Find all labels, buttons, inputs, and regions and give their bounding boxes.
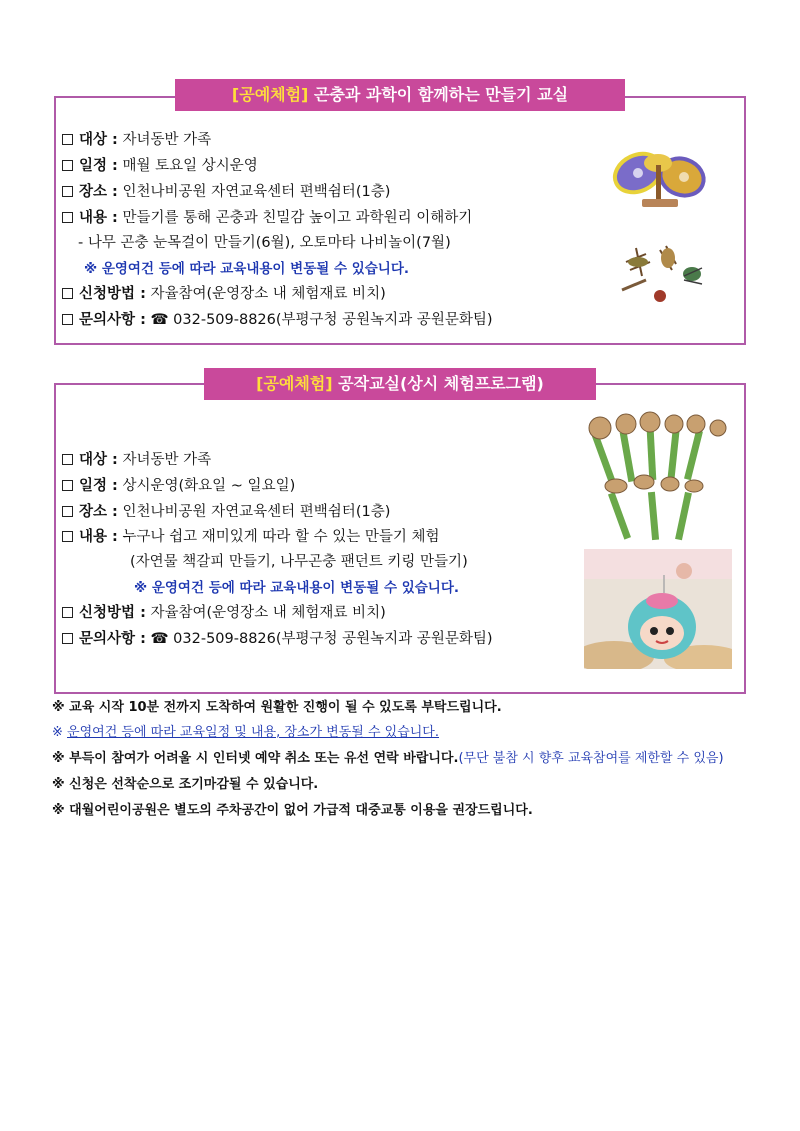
checkbox-icon: [62, 454, 73, 465]
checkbox-icon: [62, 212, 73, 223]
section2-title-text: 공작교실(상시 체험프로그램): [332, 374, 544, 393]
section1-content-detail: - 나무 곤충 눈목걸이 만들기(6월), 오토마타 나비놀이(7월): [78, 235, 451, 251]
section2-title: [204, 368, 596, 400]
target-value: 자녀동반 가족: [117, 452, 212, 468]
checkbox-icon: [62, 506, 73, 517]
note-cancel: [52, 750, 724, 768]
place-label: 장소 :: [79, 504, 118, 520]
section1-apply: [62, 285, 386, 303]
section2-contact: [62, 630, 493, 648]
section2-schedule: [62, 477, 295, 495]
keyring-mascot-image: [584, 549, 732, 669]
note-cancel-warning: (무단 불참 시 향후 교육참여를 제한할 수 있음): [458, 751, 724, 766]
schedule-label: 일정 :: [79, 158, 118, 174]
contact-label: 문의사항 :: [79, 631, 146, 647]
content-label: 내용 :: [79, 529, 118, 545]
target-label: 대상 :: [79, 132, 118, 148]
checkbox-icon: [62, 134, 73, 145]
section1-notice: ※ 운영여건 등에 따라 교육내용이 변동될 수 있습니다.: [84, 261, 410, 277]
target-value: 자녀동반 가족: [117, 132, 212, 148]
contact-value: ☎ 032-509-8826(부평구청 공원녹지과 공원문화팀): [145, 312, 493, 328]
checkbox-icon: [62, 633, 73, 644]
butterfly-craft-image: [608, 143, 708, 217]
apply-value: 자율참여(운영장소 내 체험재료 비치): [145, 286, 386, 302]
checkbox-icon: [62, 160, 73, 171]
section1-title: [175, 79, 625, 111]
bookmark-sticks-image: [586, 406, 732, 542]
place-value: 인천나비공원 자연교육센터 편백쉼터(1층): [117, 184, 391, 200]
schedule-value: 매월 토요일 상시운영: [117, 158, 258, 174]
apply-value: 자율참여(운영장소 내 체험재료 비치): [145, 605, 386, 621]
checkbox-icon: [62, 314, 73, 325]
section2-apply: [62, 604, 386, 622]
section2-content-detail: (자연물 책갈피 만들기, 나무곤충 팬던트 키링 만들기): [130, 554, 468, 570]
note-parking: ※ 대월어린이공원은 별도의 주차공간이 없어 가급적 대중교통 이용을 권장드립니다.: [52, 803, 533, 818]
wooden-insects-image: [616, 240, 706, 308]
note-first-come: ※ 신청은 선착순으로 조기마감될 수 있습니다.: [52, 777, 319, 792]
section2-place: [62, 503, 390, 521]
section2-content: [62, 528, 440, 546]
note-arrival: ※ 교육 시작 10분 전까지 도착하여 원활한 진행이 될 수 있도록 부탁드립니다.: [52, 700, 502, 715]
contact-label: 문의사항 :: [79, 312, 146, 328]
apply-label: 신청방법 :: [79, 286, 146, 302]
section1-contact: [62, 311, 493, 329]
section1-title-tag: [공예체험]: [231, 85, 309, 104]
section2-title-tag: [공예체험]: [256, 374, 333, 393]
section2-target: [62, 451, 211, 469]
checkbox-icon: [62, 480, 73, 491]
section1-content: [62, 209, 472, 227]
note-cancel-main: ※ 부득이 참여가 어려울 시 인터넷 예약 취소 또는 유선 연락 바랍니다.: [52, 751, 459, 766]
place-label: 장소 :: [79, 184, 118, 200]
schedule-value: 상시운영(화요일 ~ 일요일): [117, 478, 296, 494]
section1-place: [62, 183, 390, 201]
section1-target: [62, 131, 211, 149]
place-value: 인천나비공원 자연교육센터 편백쉼터(1층): [117, 504, 391, 520]
section2-notice: ※ 운영여건 등에 따라 교육내용이 변동될 수 있습니다.: [134, 580, 460, 596]
schedule-label: 일정 :: [79, 478, 118, 494]
content-value: 만들기를 통해 곤충과 친밀감 높이고 과학원리 이해하기: [117, 210, 473, 226]
target-label: 대상 :: [79, 452, 118, 468]
contact-value: ☎ 032-509-8826(부평구청 공원녹지과 공원문화팀): [145, 631, 493, 647]
checkbox-icon: [62, 531, 73, 542]
section1-schedule: [62, 157, 258, 175]
note-change: [52, 724, 439, 742]
content-value: 누구나 쉽고 재미있게 따라 할 수 있는 만들기 체험: [117, 529, 440, 545]
apply-label: 신청방법 :: [79, 605, 146, 621]
content-label: 내용 :: [79, 210, 118, 226]
note-change-prefix: ※: [52, 725, 68, 740]
note-change-text: 운영여건 등에 따라 교육일정 및 내용, 장소가 변동될 수 있습니다.: [67, 725, 439, 740]
checkbox-icon: [62, 288, 73, 299]
checkbox-icon: [62, 186, 73, 197]
checkbox-icon: [62, 607, 73, 618]
section1-title-text: 곤충과 과학이 함께하는 만들기 교실: [308, 85, 569, 104]
